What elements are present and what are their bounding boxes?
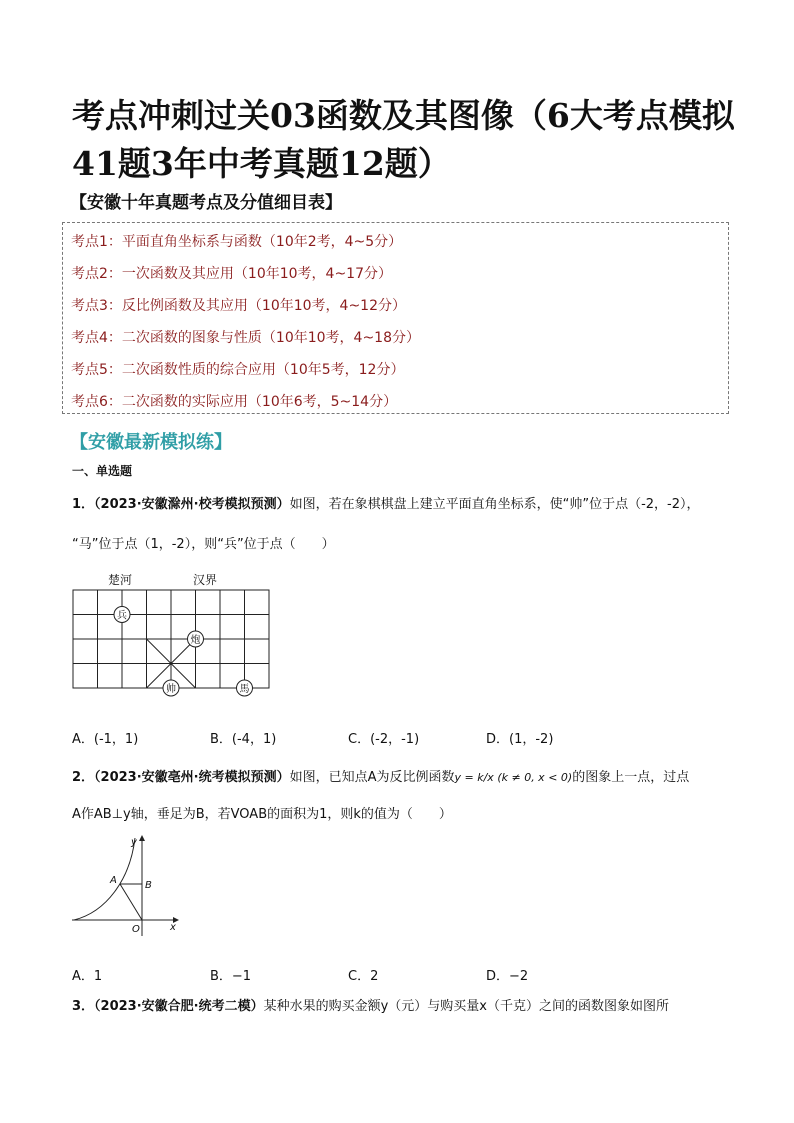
question-source: （2023·安徽亳州·统考模拟预测） — [94, 770, 290, 785]
point-item: 考点6：二次函数的实际应用（10年6考，5~14分） — [71, 394, 398, 410]
point-item: 考点4：二次函数的图象与性质（10年10考，4~18分） — [71, 330, 420, 346]
chess-board-figure — [60, 568, 280, 708]
svg-text:兵: 兵 — [117, 610, 127, 622]
option-b[interactable]: B．−1 — [210, 969, 252, 984]
option-a[interactable]: A．1 — [72, 969, 103, 984]
svg-text:馬: 馬 — [239, 684, 250, 695]
point-item: 考点1：平面直角坐标系与函数（10年2考，4~5分） — [71, 234, 403, 250]
section-heading: 【安徽最新模拟练】 — [70, 432, 232, 453]
question-source: （2023·安徽合肥·统考二模） — [94, 999, 264, 1014]
label-y: y — [131, 837, 137, 848]
label-x: x — [170, 922, 176, 933]
question-text: 如图，若在象棋棋盘上建立平面直角坐标系，使“帅”位于点（-2，-2）， — [289, 497, 700, 512]
option-c[interactable]: C．(-2，-1) — [348, 732, 420, 747]
label-chu-he: 楚河 — [108, 573, 133, 587]
label-han-jie: 汉界 — [193, 573, 218, 587]
question-number: 1． — [72, 497, 95, 512]
title-line-2: 41题3年中考真题12题） — [72, 144, 451, 183]
hyperbola-curve — [74, 838, 135, 920]
subtitle: 【安徽十年真题考点及分值细目表】 — [70, 193, 342, 213]
point-item: 考点5：二次函数性质的综合应用（10年5考，12分） — [71, 362, 405, 378]
board-grid — [73, 590, 269, 688]
label-b: B — [145, 880, 152, 891]
label-o: O — [132, 924, 140, 935]
option-b[interactable]: B．(-4，1) — [210, 732, 277, 747]
question-1-line-2: “马”位于点（1，-2），则“兵”位于点（ ） — [72, 537, 335, 552]
piece-shuai — [163, 680, 179, 696]
question-2-line-2: A作AB⊥y轴，垂足为B，若VOAB的面积为1，则k的值为（ ） — [72, 807, 452, 822]
hyperbola-figure — [68, 832, 188, 940]
question-text: 某种水果的购买金额y（元）与购买量x（千克）之间的函数图象如图所 — [263, 999, 669, 1014]
question-number: 3． — [72, 999, 95, 1014]
piece-ma — [237, 680, 253, 696]
question-category: 一、单选题 — [72, 464, 133, 478]
question-text: 的图象上一点，过点 — [572, 770, 690, 785]
exam-points-box — [62, 222, 729, 414]
option-c[interactable]: C．2 — [348, 969, 379, 984]
point-item: 考点3：反比例函数及其应用（10年10考，4~12分） — [71, 298, 406, 314]
page-title — [72, 92, 752, 188]
title-line-1: 考点冲刺过关03函数及其图像（6大考点模拟 — [72, 96, 735, 135]
question-text: 如图，已知点A为反比例函数 — [289, 770, 455, 785]
label-a: A — [110, 875, 117, 886]
question-1-line-1 — [72, 495, 700, 515]
piece-bing — [114, 607, 130, 623]
question-source: （2023·安徽滁州·校考模拟预测） — [94, 497, 290, 512]
svg-text:帅: 帅 — [166, 684, 176, 695]
svg-text:炮: 炮 — [190, 635, 201, 646]
option-a[interactable]: A．(-1，1) — [72, 732, 139, 747]
formula: y = k/x (k ≠ 0, x < 0) — [454, 771, 573, 784]
piece-pao — [188, 631, 204, 647]
option-d[interactable]: D．(1，-2) — [486, 732, 554, 747]
option-d[interactable]: D．−2 — [486, 969, 529, 984]
segment-oa — [120, 884, 142, 920]
question-2-line-1 — [72, 768, 689, 788]
point-item: 考点2：一次函数及其应用（10年10考，4~17分） — [71, 266, 392, 282]
question-3-line-1 — [72, 997, 669, 1017]
question-number: 2． — [72, 770, 95, 785]
